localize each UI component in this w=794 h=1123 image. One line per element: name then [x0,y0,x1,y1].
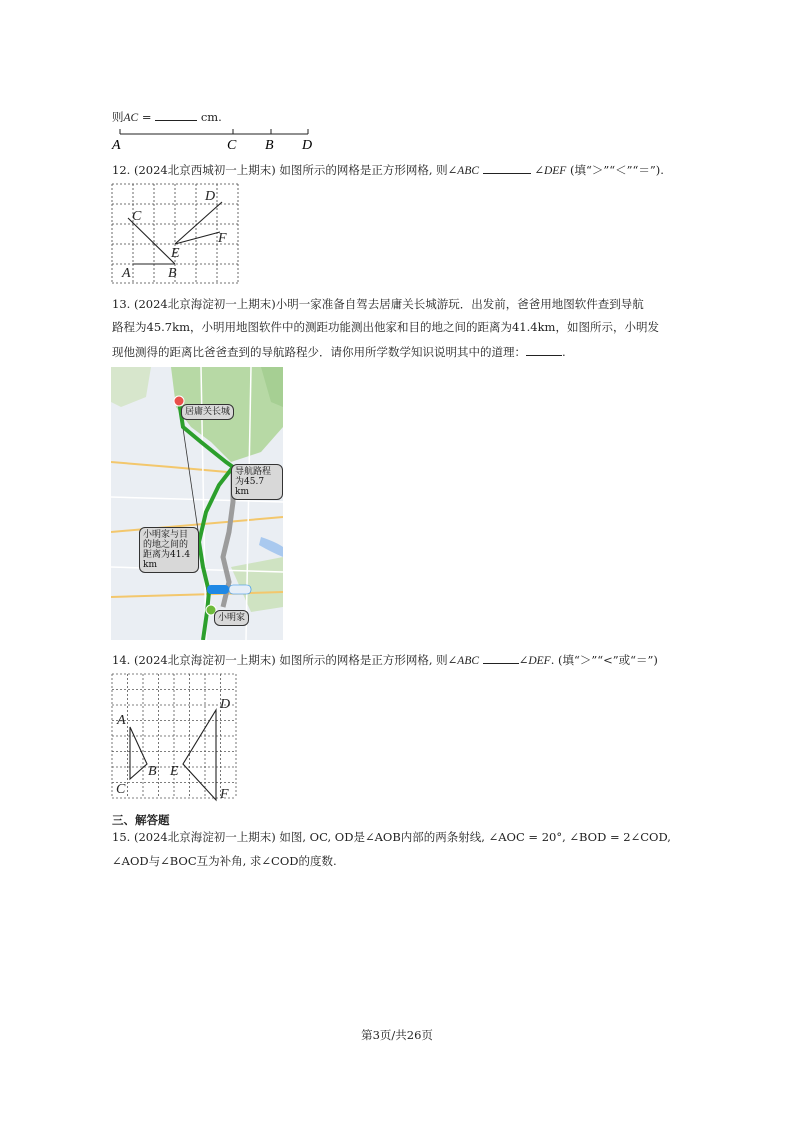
q12-grid-figure [110,182,242,286]
q14-label-c: C [116,782,126,797]
q13-line3: 现他测得的距离比爸爸查到的导航路程少．请你用所学数学知识说明其中的道理： . [112,345,566,359]
q14-label-d: D [220,697,231,712]
q12-label-d: D [205,189,216,204]
map-label-home: 小明家 [214,610,249,626]
q14-grid-figure [110,672,240,802]
q11-point-b: B [265,138,274,153]
q13-answer-blank[interactable] [526,343,562,356]
q12-label-c: C [132,209,142,224]
map-label-navigation: 导航路程为45.7 km [231,464,283,500]
q13-line2: 路程为45.7km，小明用地图软件中的测距功能测出他家和目的地之间的距离为41.4km，如图所示，小明发 [112,320,659,334]
q14-label-f: F [220,787,229,802]
page-footer: 第3页/共26页 [361,1028,433,1042]
q12-label-e: E [171,246,180,261]
q11-point-d: D [302,138,313,153]
map-label-destination: 居庸关长城 [181,404,234,420]
q11-segment-figure [108,124,328,154]
q11-point-a: A [112,138,121,153]
q11-answer-blank[interactable] [155,108,197,121]
q13-line1: 13. (2024北京海淀初一上期末)小明一家准备自驾去居庸关长城游玩．出发前，爸爸用地图软件查到导航 [112,297,644,311]
q15-line2: ∠AOD与∠BOC互为补角, 求∠COD的度数. [112,854,337,868]
q12-label-b: B [168,266,177,281]
q11-point-c: C [227,138,237,153]
q12-label-a: A [122,266,131,281]
q12-label-f: F [218,231,227,246]
q15-line1: 15. (2024北京海淀初一上期末) 如图, OC, OD是∠AOB内部的两条射线, ∠AOC = 20°, ∠BOD = 2∠COD, [112,830,671,844]
q14-label-b: B [148,764,157,779]
section-title: 三、解答题 [112,813,170,827]
q14-label-e: E [170,764,179,779]
q14-answer-blank[interactable] [483,651,519,664]
q14-label-a: A [117,713,126,728]
q12-question: 12. (2024北京西城初一上期末) 如图所示的网格是正方形网格, 则∠ABC ∠DEF (填“＞”“＜”“＝”). [112,163,664,177]
q12-answer-blank[interactable] [483,161,531,174]
map-label-distance: 小明家与目的地之间的距离为41.4 km [139,527,199,573]
q11-answer-line: 则AC = cm. [112,110,222,124]
q14-question: 14. (2024北京海淀初一上期末) 如图所示的网格是正方形网格, 则∠ABC ∠DEF. (填“＞”“<”或“＝”) [112,653,658,667]
